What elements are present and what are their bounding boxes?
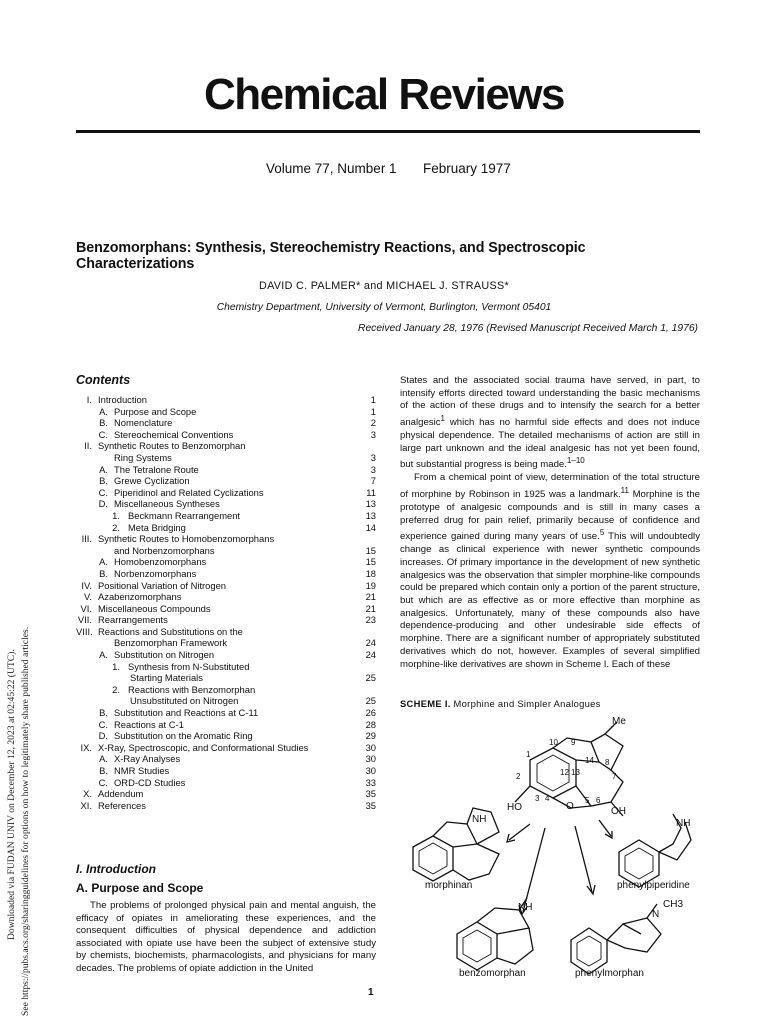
toc-number: 2. <box>112 683 120 695</box>
label-nh-piperidine: NH <box>676 818 691 829</box>
arrow-to-phenylpiperidine <box>599 820 611 836</box>
toc-number: A. <box>99 753 108 765</box>
scheme-caption <box>400 698 601 709</box>
toc-row[interactable] <box>76 533 376 545</box>
toc-entry-text: Purpose and Scope <box>114 405 197 417</box>
toc-row[interactable] <box>76 452 376 464</box>
toc-row[interactable] <box>76 464 376 476</box>
toc-page-number: 21 <box>365 591 376 603</box>
left-column-text <box>76 900 376 976</box>
toc-entry-text: NMR Studies <box>114 765 170 776</box>
toc-page-number: 7 <box>370 475 376 487</box>
toc-page-number: 11 <box>366 486 376 498</box>
toc-number: III. <box>81 533 92 545</box>
label-8: 8 <box>605 758 610 767</box>
subsection-heading: A. Purpose and Scope <box>76 881 204 895</box>
toc-row[interactable] <box>76 753 376 765</box>
toc-row[interactable] <box>76 417 376 429</box>
toc-entry-text: Rearrangements <box>98 614 168 626</box>
header-rule <box>76 130 700 133</box>
toc-number: D. <box>98 498 108 510</box>
issue-volume: Volume 77, Number 1 <box>266 161 397 176</box>
morphinan-inner <box>419 843 447 874</box>
text-span: This will undoubtedly change as clinical experience with newer synthetic compounds increases. Of primary importance in the development of new synthetic analgesics was the observation that simpler morphine-like compounds could be prepared which contain only a portion of the parent structure, but which are as effective as or more effective than morphine as analgesics. Unfortunately, many of these compounds also have dependence-producing and other undesirable side effects of morphine. There are a significant number of appropriately substituted derivatives which do not, however. Examples of several simplified morphine-like derivatives are shown in Scheme I. Each of these <box>400 531 700 670</box>
toc-number: C. <box>98 718 108 730</box>
page-number: 1 <box>368 987 374 998</box>
morphinan-ring-b <box>433 822 477 847</box>
toc-row[interactable] <box>76 637 376 649</box>
toc-page-number: 25 <box>365 672 376 684</box>
name-phenylpiperidine: phenylpiperidine <box>617 880 690 891</box>
toc-number: A. <box>99 556 108 568</box>
toc-entry-text: Synthetic Routes to Benzomorphan <box>98 440 246 452</box>
hydroxyl-bond <box>515 786 530 802</box>
label-me: Me <box>612 716 626 727</box>
toc-number: B. <box>99 475 108 487</box>
toc-number: B. <box>99 417 108 429</box>
toc-number: 2. <box>112 521 120 533</box>
label-13: 13 <box>571 768 580 777</box>
toc-entry-text: Ring Systems <box>114 451 172 463</box>
toc-row[interactable] <box>76 765 376 777</box>
scheme-title: Morphine and Simpler Analogues <box>453 698 601 709</box>
toc-entry-text: Positional Variation of Nitrogen <box>98 579 227 591</box>
toc-row[interactable] <box>76 510 376 522</box>
name-benzomorphan: benzomorphan <box>459 968 526 979</box>
toc-page-number: 13 <box>365 498 376 510</box>
phenylmorphan-bridge <box>623 924 641 934</box>
toc-row[interactable] <box>76 649 376 661</box>
toc-entry-text: Substitution on the Aromatic Ring <box>114 730 253 742</box>
citation: 1–10 <box>566 456 585 466</box>
toc-number: IV. <box>81 579 92 591</box>
toc-page-number: 25 <box>365 695 376 707</box>
toc-row[interactable] <box>76 568 376 580</box>
toc-row[interactable] <box>76 672 376 684</box>
toc-page-number: 28 <box>365 718 376 730</box>
toc-entry-text: Substitution and Reactions at C-11 <box>114 707 259 719</box>
label-n-phenylmorphan: N <box>652 909 660 920</box>
toc-number: B. <box>99 765 108 776</box>
toc-page-number: 21 <box>365 602 376 614</box>
label-6: 6 <box>596 796 601 805</box>
right-column-text <box>400 375 700 671</box>
toc-page-number: 35 <box>365 788 376 800</box>
phenylmorphan-inner <box>577 936 601 966</box>
text-span: which has no harmful side effects and does not induce physical dependence. The detailed mechanisms of action are still in large part unknown and the ideal analgesic has not yet been found, but substantial progress is being made. <box>400 417 700 471</box>
toc-entry-text: Reactions at C-1 <box>114 718 184 730</box>
toc-number: B. <box>99 707 108 719</box>
label-5: 5 <box>585 796 590 805</box>
citation: 1 <box>440 414 445 424</box>
toc-number: D. <box>98 730 108 742</box>
toc-number: A. <box>99 463 108 475</box>
right-paragraph-1 <box>400 375 700 472</box>
article-affiliation: Chemistry Department, University of Vermont, Burlington, Vermont 05401 <box>216 302 552 313</box>
toc-entry-text: References <box>98 799 146 811</box>
toc-row[interactable] <box>76 475 376 487</box>
toc-page-number: 24 <box>365 637 376 649</box>
toc-number: X. <box>83 788 92 800</box>
toc-row[interactable] <box>76 487 376 499</box>
toc-entry-text: Reactions with Benzomorphan <box>128 683 256 695</box>
text-span: From a chemical point of view, determination of the total structure of morphine by Robinson in 1925 was a landmark. <box>400 472 700 501</box>
phenylmorphan-bicycle <box>607 918 661 952</box>
contents-heading: Contents <box>76 373 131 387</box>
name-phenylmorphan: phenylmorphan <box>575 968 644 979</box>
toc-row[interactable] <box>76 394 376 406</box>
intro-paragraph: The problems of prolonged physical pain and mental anguish, the efficacy of opiates in ameliorating these experiences, and the consequent difficulties of physical dependence and addiction associated with opiate use have been the subject of extensive study by chemists, biochemists, pharmacologists, and physicians for many decades. The problems of opiate addiction in the United <box>76 900 376 974</box>
toc-entry-text: Substitution on Nitrogen <box>114 649 215 661</box>
toc-page-number: 19 <box>365 579 376 591</box>
toc-page-number: 30 <box>365 765 376 776</box>
citation: 5 <box>599 528 605 538</box>
download-notice-line-2: See https://pubs.acs.org/sharingguidelines for options on how to legitimately share published articles. <box>20 626 31 1016</box>
toc-row[interactable] <box>76 800 376 812</box>
toc-row[interactable] <box>76 522 376 534</box>
text-span: Morphine is the prototype of analgesic compounds and is still in many cases a preferred drug for pain relief, primarily because of confidence and experience gained during many years of use. <box>400 489 700 543</box>
toc-page-number: 18 <box>365 567 376 579</box>
toc-number: VII. <box>77 614 92 626</box>
table-of-contents <box>76 394 376 811</box>
scheme-structures <box>395 712 705 982</box>
label-4: 4 <box>545 794 550 803</box>
toc-row[interactable] <box>76 603 376 615</box>
toc-row[interactable] <box>76 556 376 568</box>
toc-number: VIII. <box>76 625 93 637</box>
article-received: Received January 28, 1976 (Revised Manuscript Received March 1, 1976) <box>358 323 698 334</box>
label-3: 3 <box>535 794 540 803</box>
article-title: Benzomorphans: Synthesis, Stereochemistry Reactions, and Spectroscopic Characterizations <box>76 240 586 272</box>
scheme-label: SCHEME I. <box>400 698 451 709</box>
toc-number: V. <box>84 591 92 603</box>
download-notice <box>0 300 40 1016</box>
journal-title: Chemical Reviews <box>204 70 564 119</box>
toc-number: I. <box>86 394 92 405</box>
toc-entry-text: The Tetralone Route <box>114 463 199 475</box>
toc-row[interactable] <box>76 788 376 800</box>
toc-entry-text: Synthesis from N-Substituted <box>128 660 250 672</box>
toc-row[interactable] <box>76 719 376 731</box>
toc-number: 1. <box>112 660 120 672</box>
label-2: 2 <box>516 772 521 781</box>
toc-entry-text: and Norbenzomorphans <box>114 544 215 556</box>
toc-entry-text: Beckmann Rearrangement <box>128 509 241 521</box>
toc-page-number: 26 <box>365 707 376 719</box>
toc-page-number: 33 <box>365 776 376 788</box>
toc-entry-text: Homobenzomorphans <box>114 556 207 568</box>
toc-page-number: 1 <box>370 405 376 417</box>
issue-date: February 1977 <box>423 161 511 176</box>
arrow-to-phenylmorphan <box>575 826 592 892</box>
toc-row[interactable] <box>76 707 376 719</box>
toc-entry-text: Nomenclature <box>114 417 173 429</box>
label-9: 9 <box>571 738 576 747</box>
toc-number: 1. <box>112 509 120 521</box>
toc-page-number: 14 <box>365 521 376 533</box>
arrow-to-morphinan <box>509 824 530 840</box>
toc-page-number: 1 <box>370 394 376 405</box>
text-span: States and the associated social trauma have served, in part, to intensify efforts directed toward understanding the basic mechanisms of the action of these drugs and to intensify the search for a better analgesic <box>400 375 700 429</box>
toc-row[interactable] <box>76 730 376 742</box>
toc-page-number: 29 <box>365 730 376 742</box>
toc-page-number: 15 <box>365 544 376 556</box>
toc-page-number: 30 <box>365 741 376 753</box>
label-ho: HO <box>507 802 522 813</box>
toc-entry-text: Miscellaneous Syntheses <box>114 498 220 510</box>
toc-page-number: 24 <box>365 649 376 661</box>
toc-row[interactable] <box>76 406 376 418</box>
toc-row[interactable] <box>76 684 376 696</box>
furan-bond-2 <box>571 806 591 808</box>
scheme-arrows <box>507 820 612 914</box>
toc-page-number: 13 <box>365 509 376 521</box>
label-7: 7 <box>612 772 617 781</box>
toc-row[interactable] <box>76 580 376 592</box>
toc-number: C. <box>98 428 108 440</box>
label-nh-morphinan: NH <box>472 814 487 825</box>
toc-row[interactable] <box>76 498 376 510</box>
download-notice-line-1: Downloaded via FUDAN UNIV on December 12, 2023 at 02:45:22 (UTC). <box>6 649 17 940</box>
citation: 11 <box>620 486 629 495</box>
toc-row[interactable] <box>76 429 376 441</box>
toc-number: XI. <box>80 799 92 811</box>
label-nh-benzomorphan: NH <box>518 902 533 913</box>
toc-number: A. <box>99 405 108 417</box>
toc-entry-text: Introduction <box>98 394 147 405</box>
toc-entry-text: Norbenzomorphans <box>114 567 197 579</box>
article-authors: DAVID C. PALMER* and MICHAEL J. STRAUSS* <box>259 280 509 292</box>
section-heading: I. Introduction <box>76 862 156 876</box>
toc-entry-text: Meta Bridging <box>128 521 186 533</box>
toc-number: A. <box>99 649 108 661</box>
toc-page-number: 3 <box>370 428 376 440</box>
toc-entry-text: Unsubstituted on Nitrogen <box>130 695 239 707</box>
label-12: 12 <box>560 768 569 777</box>
phenyl-inner <box>625 848 653 879</box>
toc-entry-text: Synthetic Routes to Homobenzomorphans <box>98 533 275 545</box>
toc-entry-text: Benzomorphan Framework <box>114 637 228 649</box>
toc-page-number: 3 <box>370 451 376 463</box>
toc-row[interactable] <box>76 695 376 707</box>
toc-row[interactable] <box>76 440 376 452</box>
right-paragraph-2 <box>400 472 700 671</box>
toc-entry-text: X-Ray, Spectroscopic, and Conformational Studies <box>98 741 309 753</box>
label-ch3: CH3 <box>663 899 684 910</box>
toc-entry-text: X-Ray Analyses <box>114 753 181 765</box>
label-1: 1 <box>526 750 531 759</box>
toc-row[interactable] <box>76 742 376 754</box>
toc-number: IX. <box>80 741 92 753</box>
toc-entry-text: Azabenzomorphans <box>98 591 182 603</box>
toc-entry-text: Stereochemical Conventions <box>114 428 234 440</box>
benzo-inner <box>463 930 491 962</box>
toc-entry-text: Reactions and Substitutions on the <box>98 625 243 637</box>
toc-page-number: 30 <box>365 753 376 765</box>
label-14: 14 <box>585 756 594 765</box>
toc-page-number: 35 <box>365 799 376 811</box>
toc-page-number: 23 <box>365 614 376 626</box>
toc-entry-text: Addendum <box>98 788 144 800</box>
name-morphinan: morphinan <box>425 880 473 891</box>
toc-row[interactable] <box>76 591 376 603</box>
label-o: O <box>566 801 574 812</box>
toc-number: II. <box>84 440 92 452</box>
toc-number: C. <box>98 486 108 498</box>
toc-row[interactable] <box>76 777 376 789</box>
toc-row[interactable] <box>76 545 376 557</box>
toc-row[interactable] <box>76 626 376 638</box>
toc-entry-text: Starting Materials <box>130 672 203 684</box>
toc-entry-text: Miscellaneous Compounds <box>98 602 211 614</box>
toc-row[interactable] <box>76 661 376 673</box>
morphinan-ring-c <box>453 844 499 880</box>
toc-page-number: 15 <box>365 556 376 568</box>
toc-page-number: 2 <box>370 417 376 429</box>
toc-entry-text: Piperidinol and Related Cyclizations <box>114 486 264 498</box>
toc-number: B. <box>99 567 108 579</box>
label-oh: OH <box>611 806 626 817</box>
toc-number: VI. <box>80 602 92 614</box>
label-10: 10 <box>549 738 558 747</box>
toc-page-number: 3 <box>370 463 376 475</box>
toc-row[interactable] <box>76 614 376 626</box>
toc-number: C. <box>98 776 108 788</box>
toc-entry-text: Grewe Cyclization <box>114 475 190 487</box>
phenylmorphan-structure <box>571 904 661 974</box>
toc-entry-text: ORD-CD Studies <box>114 776 186 788</box>
